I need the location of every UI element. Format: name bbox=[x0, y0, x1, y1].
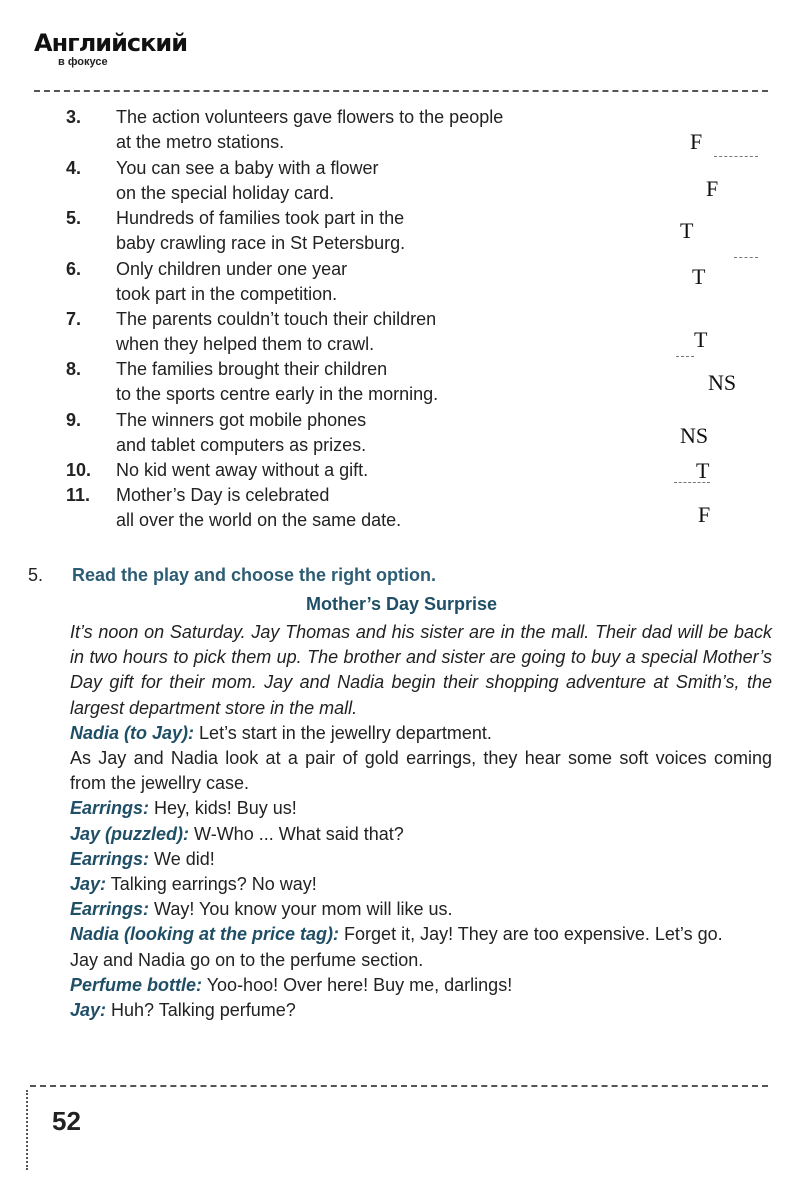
statement-number: 3. bbox=[66, 107, 82, 127]
statement-number: 9. bbox=[66, 410, 82, 430]
play-intro: It’s noon on Saturday. Jay Thomas and his sister are in the mall. Their dad will be back in two hours to pick them up. The brother and sister are going to buy a special Mother’s Day gift for their mom. Jay and Nadia begin their shopping adventure at Smith’s, the largest department store in the mall. bbox=[70, 622, 772, 718]
dialogue-text: Forget it, Jay! They are too expensive. Let’s go. bbox=[339, 924, 723, 945]
statement-3 bbox=[66, 105, 606, 155]
answer-11: F bbox=[698, 502, 711, 527]
answer-8: NS bbox=[708, 370, 737, 395]
bottom-divider bbox=[30, 1085, 768, 1087]
answer-6: T bbox=[692, 264, 706, 289]
stage-direction: (looking at the price tag): bbox=[119, 924, 340, 945]
speaker-name: Earrings: bbox=[70, 798, 150, 819]
play-line bbox=[70, 796, 772, 821]
dialogue-text: Talking earrings? No way! bbox=[106, 874, 317, 895]
statement-line: took part in the competition. bbox=[116, 284, 338, 304]
dialogue-text: Yoo-hoo! Over here! Buy me, darlings! bbox=[202, 974, 513, 995]
logo-title: Английский bbox=[34, 29, 188, 57]
statement-line: on the special holiday card. bbox=[116, 183, 335, 203]
speaker-name: Jay: bbox=[70, 874, 107, 895]
statement-line: Hundreds of families took part in the bbox=[116, 208, 405, 228]
statement-line: You can see a baby with a flower bbox=[116, 158, 379, 178]
statement-line: The families brought their children bbox=[116, 359, 388, 379]
statement-5 bbox=[66, 206, 606, 256]
statement-line: Mother’s Day is celebrated bbox=[116, 485, 330, 505]
speaker-name: Jay bbox=[70, 823, 101, 844]
dialogue-text: We did! bbox=[149, 848, 215, 869]
statement-10 bbox=[66, 458, 606, 483]
play-line bbox=[70, 721, 772, 746]
statement-number: 6. bbox=[66, 259, 82, 279]
answer-4: F bbox=[706, 176, 719, 201]
play-title: Mother’s Day Surprise bbox=[305, 594, 498, 614]
play-line bbox=[70, 822, 772, 847]
dialogue-text: Huh? Talking perfume? bbox=[106, 1000, 296, 1021]
statement-line: and tablet computers as prizes. bbox=[116, 435, 367, 455]
play-line bbox=[70, 847, 772, 872]
margin-rule bbox=[26, 1090, 28, 1170]
page-number: 52 bbox=[52, 1106, 81, 1136]
statement-number: 4. bbox=[66, 158, 82, 178]
stage-direction: (to Jay): bbox=[119, 722, 195, 743]
statement-line: baby crawling race in St Petersburg. bbox=[116, 233, 406, 253]
statement-number: 11. bbox=[66, 485, 91, 505]
statement-line: at the metro stations. bbox=[116, 132, 285, 152]
scan-dash bbox=[714, 156, 758, 157]
speaker-name: Jay: bbox=[70, 1000, 107, 1021]
scan-dash bbox=[676, 356, 694, 357]
statement-4 bbox=[66, 156, 606, 206]
play-narration: Jay and Nadia go on to the perfume section. bbox=[70, 949, 424, 970]
speaker-name: Nadia bbox=[70, 924, 120, 945]
play-narration: As Jay and Nadia look at a pair of gold earrings, they hear some soft voices coming from the jewellry case. bbox=[70, 748, 772, 794]
statement-line: Only children under one year bbox=[116, 259, 348, 279]
statement-7 bbox=[66, 307, 606, 357]
play-line bbox=[70, 998, 772, 1023]
statement-line: The parents couldn’t touch their children bbox=[116, 309, 437, 329]
statement-line: The winners got mobile phones bbox=[116, 410, 367, 430]
task-instruction: Read the play and choose the right option. bbox=[72, 565, 437, 585]
answer-7: T bbox=[694, 327, 708, 352]
statement-line: when they helped them to crawl. bbox=[116, 334, 375, 354]
scan-dash bbox=[734, 257, 758, 258]
answer-9: NS bbox=[680, 423, 709, 448]
play-line bbox=[70, 922, 772, 947]
top-divider bbox=[34, 90, 768, 92]
statement-line: to the sports centre early in the morning. bbox=[116, 384, 439, 404]
answer-3: F bbox=[690, 129, 703, 154]
speaker-name: Earrings: bbox=[70, 899, 150, 920]
speaker-name: Nadia bbox=[70, 722, 120, 743]
logo-subtitle: в фокусе bbox=[58, 56, 108, 68]
statement-line: all over the world on the same date. bbox=[116, 510, 402, 530]
statement-11 bbox=[66, 483, 606, 533]
statement-6 bbox=[66, 257, 606, 307]
dialogue-text: W-Who ... What said that? bbox=[189, 823, 404, 844]
statement-number: 7. bbox=[66, 309, 82, 329]
stage-direction: (puzzled): bbox=[100, 823, 190, 844]
answer-10: T bbox=[696, 458, 710, 483]
play-text bbox=[70, 620, 772, 1023]
dialogue-text: Hey, kids! Buy us! bbox=[149, 798, 297, 819]
play-line bbox=[70, 872, 772, 897]
statement-number: 10. bbox=[66, 460, 92, 480]
answer-5: T bbox=[680, 218, 694, 243]
task-number: 5. bbox=[28, 565, 44, 585]
statement-number: 8. bbox=[66, 359, 82, 379]
statement-line: The action volunteers gave flowers to the people bbox=[116, 107, 504, 127]
play-line bbox=[70, 973, 772, 998]
play-line bbox=[70, 897, 772, 922]
scan-dash bbox=[674, 482, 710, 483]
statement-number: 5. bbox=[66, 208, 82, 228]
statement-8 bbox=[66, 357, 606, 407]
statement-line: No kid went away without a gift. bbox=[116, 460, 369, 480]
dialogue-text: Way! You know your mom will like us. bbox=[149, 899, 453, 920]
speaker-name: Earrings: bbox=[70, 848, 150, 869]
publisher-logo bbox=[34, 30, 187, 68]
speaker-name: Perfume bottle: bbox=[70, 974, 203, 995]
statement-9 bbox=[66, 408, 606, 458]
dialogue-text: Let’s start in the jewellry department. bbox=[194, 722, 492, 743]
